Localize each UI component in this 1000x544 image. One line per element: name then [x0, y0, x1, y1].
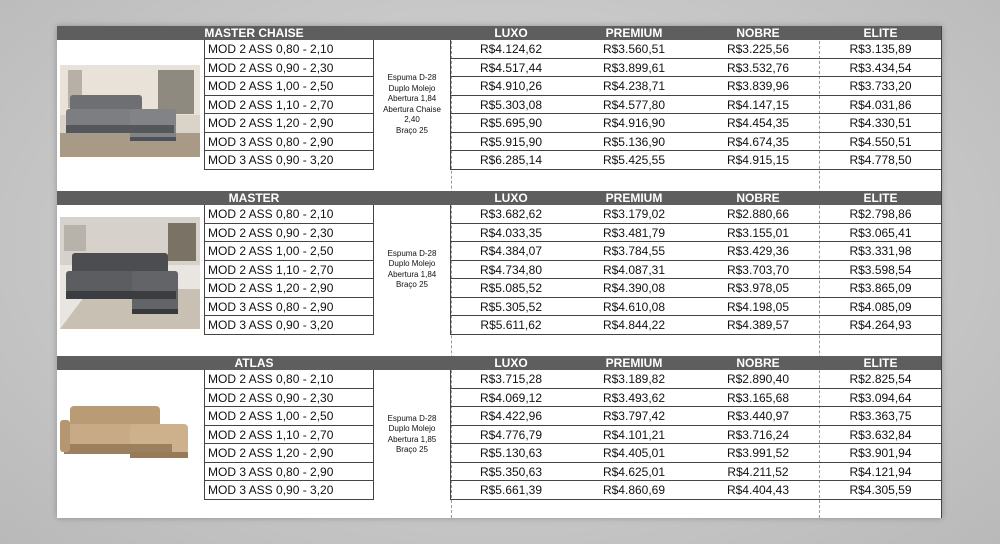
- section-title: MASTER CHAISE: [204, 26, 304, 40]
- price-elite: R$3.094,64: [849, 390, 912, 405]
- price-nobre: R$3.440,97: [726, 409, 790, 423]
- model-name: MOD 2 ASS 1,10 - 2,70: [205, 426, 373, 445]
- price-nobre: R$3.532,76: [726, 60, 790, 75]
- price-nobre: R$4.404,43: [726, 483, 790, 497]
- section-title: ATLAS: [234, 356, 274, 370]
- price-premium: R$4.405,01: [602, 446, 666, 460]
- price-row: [451, 426, 942, 445]
- model-name: MOD 2 ASS 0,80 - 2,10: [205, 370, 373, 389]
- spec-line: Abertura Chaise: [383, 104, 441, 114]
- sofa-image: [60, 217, 200, 329]
- spec-text: [388, 249, 437, 291]
- price-nobre: R$3.429,36: [726, 244, 790, 258]
- section-header: [57, 191, 942, 205]
- sofa-image: [60, 398, 200, 474]
- product-image: [57, 40, 205, 170]
- price-luxo: R$5.303,08: [479, 97, 543, 112]
- price-row: [451, 114, 942, 133]
- price-premium: R$3.179,02: [602, 207, 666, 221]
- price-premium: R$5.136,90: [602, 134, 666, 149]
- price-nobre: R$3.155,01: [726, 225, 790, 240]
- model-name: MOD 2 ASS 1,00 - 2,50: [205, 407, 373, 426]
- model-name: MOD 2 ASS 1,10 - 2,70: [205, 96, 373, 115]
- price-premium: R$4.916,90: [602, 116, 666, 130]
- price-row: [451, 40, 942, 59]
- price-premium: R$4.390,08: [602, 281, 666, 295]
- section-title: MASTER: [228, 191, 280, 205]
- price-elite: R$3.865,09: [849, 281, 912, 295]
- spec-line: Espuma D-28: [387, 413, 437, 423]
- model-name: MOD 3 ASS 0,90 - 3,20: [205, 481, 373, 500]
- spec-line: Braço 25: [395, 445, 428, 455]
- spec-text: [388, 414, 437, 456]
- price-row: [451, 133, 942, 152]
- price-luxo: R$5.130,63: [479, 446, 543, 460]
- col-header-premium: PREMIUM: [605, 356, 663, 370]
- price-nobre: R$3.716,24: [726, 427, 790, 442]
- price-luxo: R$4.422,96: [479, 409, 543, 423]
- price-premium: R$4.238,71: [602, 79, 666, 93]
- price-premium: R$4.844,22: [602, 318, 666, 332]
- model-name: MOD 2 ASS 0,80 - 2,10: [205, 40, 373, 59]
- price-elite: R$3.135,89: [849, 42, 912, 56]
- price-premium: R$4.087,31: [602, 262, 666, 277]
- price-luxo: R$5.350,63: [479, 464, 543, 479]
- price-elite: R$4.121,94: [849, 464, 912, 479]
- price-elite: R$3.065,41: [849, 225, 912, 240]
- price-luxo: R$5.695,90: [479, 116, 543, 130]
- model-name: MOD 2 ASS 0,90 - 2,30: [205, 389, 373, 408]
- col-header-luxo: LUXO: [494, 26, 528, 40]
- price-luxo: R$4.069,12: [479, 390, 543, 405]
- price-premium: R$3.493,62: [602, 390, 666, 405]
- price-nobre: R$4.147,15: [726, 97, 790, 112]
- price-nobre: R$4.211,52: [727, 464, 789, 479]
- product-image: [57, 370, 205, 500]
- price-luxo: R$4.517,44: [479, 60, 543, 75]
- price-nobre: R$2.880,66: [726, 207, 790, 221]
- model-name: MOD 2 ASS 0,80 - 2,10: [205, 205, 373, 224]
- price-luxo: R$5.915,90: [479, 134, 543, 149]
- price-luxo: R$5.085,52: [479, 281, 543, 295]
- price-nobre: R$4.674,35: [726, 134, 790, 149]
- price-elite: R$3.363,75: [849, 409, 912, 423]
- model-name: MOD 3 ASS 0,90 - 3,20: [205, 151, 373, 170]
- col-header-luxo: LUXO: [494, 356, 528, 370]
- col-header-elite: ELITE: [863, 191, 898, 205]
- spec-line: Braço 25: [395, 280, 428, 290]
- price-premium: R$3.189,82: [602, 372, 666, 386]
- price-row: [451, 407, 942, 426]
- price-premium: R$3.899,61: [602, 60, 666, 75]
- model-name: MOD 2 ASS 1,20 - 2,90: [205, 444, 373, 463]
- price-luxo: R$3.682,62: [479, 207, 543, 221]
- spec-line: Duplo Molejo: [388, 83, 436, 93]
- price-premium: R$4.101,21: [602, 427, 666, 442]
- price-nobre: R$4.389,57: [726, 318, 790, 332]
- col-header-elite: ELITE: [863, 26, 898, 40]
- spec-line: Espuma D-28: [387, 248, 437, 258]
- price-premium: R$3.784,55: [602, 244, 666, 258]
- price-row: [451, 444, 942, 463]
- price-luxo: R$4.734,80: [479, 262, 543, 277]
- price-elite: R$4.330,51: [849, 116, 912, 130]
- model-list: [205, 370, 373, 500]
- price-premium: R$4.625,01: [602, 464, 666, 479]
- model-list: [205, 205, 373, 335]
- product-image: [57, 205, 205, 335]
- price-premium: R$5.425,55: [602, 153, 666, 167]
- spec-cell: [373, 40, 451, 170]
- price-nobre: R$3.839,96: [726, 79, 790, 93]
- price-luxo: R$5.661,39: [479, 483, 543, 497]
- price-grid: [451, 370, 942, 500]
- price-elite: R$4.305,59: [849, 483, 912, 497]
- model-list: [205, 40, 373, 170]
- price-luxo: R$4.776,79: [479, 427, 543, 442]
- price-premium: R$4.577,80: [602, 97, 666, 112]
- spec-text: [383, 73, 441, 136]
- model-name: MOD 2 ASS 1,10 - 2,70: [205, 261, 373, 280]
- model-name: MOD 2 ASS 1,00 - 2,50: [205, 77, 373, 96]
- price-elite: R$2.825,54: [849, 372, 912, 386]
- price-row: [451, 224, 942, 243]
- price-nobre: R$3.165,68: [726, 390, 790, 405]
- price-row: [451, 279, 942, 298]
- price-row: [451, 463, 942, 482]
- model-name: MOD 2 ASS 0,90 - 2,30: [205, 224, 373, 243]
- price-elite: R$4.550,51: [849, 134, 912, 149]
- spec-line: Abertura 1,84: [387, 94, 437, 104]
- price-row: [451, 242, 942, 261]
- col-header-nobre: NOBRE: [736, 191, 780, 205]
- model-name: MOD 2 ASS 1,20 - 2,90: [205, 279, 373, 298]
- sheet-right-border: [941, 26, 942, 518]
- price-sheet: [57, 26, 942, 518]
- col-header-nobre: NOBRE: [736, 356, 780, 370]
- price-elite: R$3.434,54: [849, 60, 912, 75]
- col-header-luxo: LUXO: [494, 191, 528, 205]
- price-grid: [451, 205, 942, 335]
- price-row: [451, 77, 942, 96]
- col-header-premium: PREMIUM: [605, 191, 663, 205]
- model-name: MOD 3 ASS 0,90 - 3,20: [205, 316, 373, 335]
- price-elite: R$4.031,86: [849, 97, 912, 112]
- price-premium: R$4.860,69: [602, 483, 666, 497]
- model-name: MOD 3 ASS 0,80 - 2,90: [205, 298, 373, 317]
- model-name: MOD 3 ASS 0,80 - 2,90: [205, 463, 373, 482]
- price-premium: R$3.481,79: [602, 225, 666, 240]
- price-elite: R$3.632,84: [849, 427, 912, 442]
- price-luxo: R$4.124,62: [479, 42, 543, 56]
- price-elite: R$4.085,09: [849, 299, 912, 314]
- spec-line: Espuma D-28: [387, 73, 437, 83]
- model-name: MOD 2 ASS 1,20 - 2,90: [205, 114, 373, 133]
- price-luxo: R$5.611,62: [480, 318, 542, 332]
- price-nobre: R$3.703,70: [726, 262, 790, 277]
- price-row: [451, 481, 942, 500]
- price-luxo: R$4.910,26: [479, 79, 543, 93]
- price-row: [451, 370, 942, 389]
- price-elite: R$3.598,54: [849, 262, 912, 277]
- price-nobre: R$4.915,15: [726, 153, 790, 167]
- price-row: [451, 59, 942, 78]
- price-row: [451, 316, 942, 335]
- price-grid: [451, 40, 942, 170]
- col-header-premium: PREMIUM: [605, 26, 663, 40]
- price-elite: R$3.901,94: [849, 446, 912, 460]
- price-premium: R$3.797,42: [602, 409, 666, 423]
- price-nobre: R$2.890,40: [726, 372, 790, 386]
- spec-line: Braço 25: [395, 125, 429, 135]
- price-premium: R$3.560,51: [602, 42, 666, 56]
- price-row: [451, 389, 942, 408]
- price-nobre: R$3.991,52: [726, 446, 790, 460]
- spec-line: Duplo Molejo: [388, 424, 436, 434]
- col-header-elite: ELITE: [863, 356, 898, 370]
- spec-cell: [373, 205, 451, 335]
- price-nobre: R$3.978,05: [726, 281, 790, 295]
- spec-cell: [373, 370, 451, 500]
- price-row: [451, 205, 942, 224]
- price-elite: R$3.331,98: [849, 244, 912, 258]
- price-row: [451, 298, 942, 317]
- price-nobre: R$4.198,05: [726, 299, 790, 314]
- price-row: [451, 261, 942, 280]
- price-premium: R$4.610,08: [602, 299, 666, 314]
- sofa-image: [60, 65, 200, 157]
- price-row: [451, 96, 942, 115]
- model-name: MOD 2 ASS 0,90 - 2,30: [205, 59, 373, 78]
- price-luxo: R$4.033,35: [479, 225, 543, 240]
- model-name: MOD 2 ASS 1,00 - 2,50: [205, 242, 373, 261]
- price-elite: R$2.798,86: [849, 207, 912, 221]
- price-luxo: R$4.384,07: [479, 244, 543, 258]
- spec-line: 2,40: [404, 115, 420, 125]
- price-luxo: R$6.285,14: [479, 153, 543, 167]
- col-header-nobre: NOBRE: [736, 26, 780, 40]
- price-luxo: R$3.715,28: [479, 372, 543, 386]
- spec-line: Duplo Molejo: [388, 259, 436, 269]
- price-elite: R$4.264,93: [849, 318, 912, 332]
- price-elite: R$4.778,50: [849, 153, 912, 167]
- price-luxo: R$5.305,52: [479, 299, 543, 314]
- spec-line: Abertura 1,85: [387, 434, 437, 444]
- model-name: MOD 3 ASS 0,80 - 2,90: [205, 133, 373, 152]
- section-header: [57, 356, 942, 370]
- spec-line: Abertura 1,84: [387, 269, 437, 279]
- price-nobre: R$3.225,56: [726, 42, 790, 56]
- price-row: [451, 151, 942, 170]
- section-header: [57, 26, 942, 40]
- price-nobre: R$4.454,35: [726, 116, 790, 130]
- price-elite: R$3.733,20: [849, 79, 912, 93]
